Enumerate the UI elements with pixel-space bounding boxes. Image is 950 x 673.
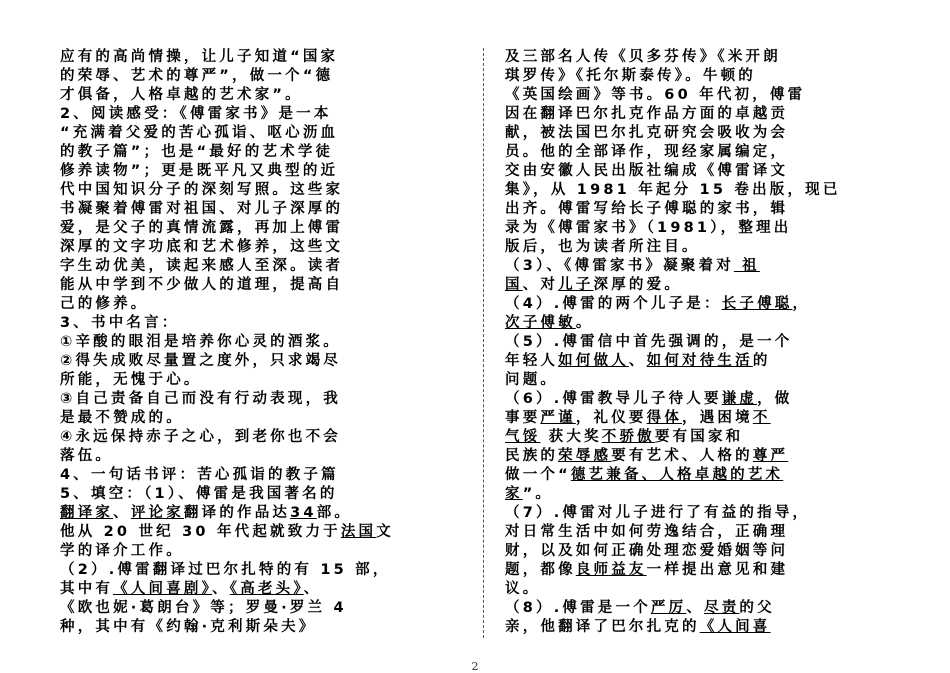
text-line xyxy=(505,371,910,390)
text-segment: 及三部名人传《贝多芬传》《米开朗 xyxy=(505,49,781,65)
underlined-answer: 祖 xyxy=(733,258,760,274)
underlined-answer: 严厉 xyxy=(650,600,687,616)
underlined-answer: 长子傅聪 xyxy=(721,296,793,312)
text-segment: 5、填空：（1）、傅雷是我国著名的 xyxy=(60,486,338,502)
page-number: 2 xyxy=(471,660,479,673)
underlined-answer: 良师益友 xyxy=(575,562,647,578)
text-segment: 修养读物”；更是既平凡又典型的近 xyxy=(60,163,339,179)
text-line xyxy=(505,143,910,162)
text-line xyxy=(505,181,910,200)
text-line xyxy=(505,466,910,485)
text-segment: 的 xyxy=(752,353,771,369)
text-line xyxy=(60,143,455,162)
text-segment: 集》，从 1981 年起分 15 卷出版，现已 xyxy=(505,182,841,198)
text-segment: 书凝聚着傅雷对祖国、对儿子深厚的 xyxy=(60,201,344,217)
text-line xyxy=(505,124,910,143)
underlined-answer: 评论家 xyxy=(130,505,184,521)
text-line xyxy=(60,162,455,181)
text-line xyxy=(505,162,910,181)
underlined-answer: 儿子 xyxy=(558,277,594,293)
text-line xyxy=(60,618,455,637)
text-segment: 做一个“ xyxy=(505,467,571,483)
text-segment: 、 xyxy=(113,505,131,521)
text-line xyxy=(60,238,455,257)
text-segment: 事要 xyxy=(505,410,541,426)
underlined-answer: 得体 xyxy=(646,410,683,426)
text-line xyxy=(505,86,910,105)
text-segment: 4、一句话书评：苦心孤诣的教子篇 xyxy=(60,467,339,483)
text-line xyxy=(60,105,455,124)
text-segment: ③自己责备自己而没有行动表现，我 xyxy=(60,391,341,407)
text-segment: 他从 20 世纪 30 年代起就致力于 xyxy=(60,524,341,540)
text-line xyxy=(60,257,455,276)
text-segment: 琪罗传》《托尔斯泰传》。牛顿的 xyxy=(505,68,756,84)
text-line xyxy=(505,48,910,67)
text-line xyxy=(505,105,910,124)
underlined-answer: 气馁 xyxy=(505,429,541,445)
text-segment: 深厚的文字功底和艺术修养，这些文 xyxy=(60,239,344,255)
text-segment: 2、阅读感受：《傅雷家书》是一本 xyxy=(60,106,332,122)
underlined-answer: 《人间喜 xyxy=(699,619,771,635)
text-segment: 的父 xyxy=(739,600,775,616)
text-segment: 年轻人 xyxy=(505,353,559,369)
text-line xyxy=(60,67,455,86)
text-segment: ，做 xyxy=(757,391,793,407)
text-segment: （3）、《傅雷家书》凝聚着对 xyxy=(505,258,734,274)
text-line xyxy=(60,504,455,523)
text-line xyxy=(60,314,455,333)
text-segment: 3、书中名言： xyxy=(60,315,180,331)
text-line xyxy=(60,181,455,200)
text-segment: 亲，他翻译了巴尔扎克的 xyxy=(505,619,700,635)
text-line xyxy=(60,86,455,105)
underlined-answer: 如何做人 xyxy=(558,353,629,369)
text-segment: （6）.傅雷教导儿子待人要 xyxy=(505,391,722,407)
text-segment: 的教子篇”；也是“最好的艺术学徒 xyxy=(60,144,334,160)
text-segment: 才俱备，人格卓越的艺术家”。 xyxy=(60,87,303,103)
text-segment: ，遇困境 xyxy=(682,410,753,426)
text-line xyxy=(505,561,910,580)
text-segment: 版后，也为读者所注目。 xyxy=(505,239,700,255)
text-segment: 代中国知识分子的深刻写照。这些家 xyxy=(60,182,344,198)
text-segment: 题，都像 xyxy=(505,562,576,578)
underlined-answer: 《人间喜剧》 xyxy=(113,581,213,597)
text-segment: ②得失成败尽量置之度外，只求竭尽 xyxy=(60,353,341,369)
underlined-answer: 翻译家 xyxy=(60,505,114,521)
text-line xyxy=(60,390,455,409)
text-line xyxy=(60,219,455,238)
text-segment: 。 xyxy=(575,315,594,331)
text-line xyxy=(60,447,455,466)
text-line xyxy=(60,409,455,428)
text-line xyxy=(60,561,455,580)
underlined-answer: 国 xyxy=(505,277,523,293)
text-segment: 、 xyxy=(212,581,230,597)
text-segment: ④永远保持赤子之心，到老你也不会 xyxy=(60,429,341,445)
underlined-answer: 德艺兼备、人格卓越的艺术 xyxy=(570,467,784,483)
text-line xyxy=(60,599,455,618)
text-segment: “充满着父爱的苦心孤诣、呕心沥血 xyxy=(60,125,339,141)
text-segment: （2）.傅雷翻译过巴尔扎特的有 15 部， xyxy=(60,562,391,578)
text-line xyxy=(505,238,910,257)
text-line xyxy=(60,352,455,371)
text-segment: 爱，是父子的真情流露，再加上傅雷 xyxy=(60,220,344,236)
text-line xyxy=(60,428,455,447)
text-line xyxy=(505,257,910,276)
text-segment: ①辛酸的眼泪是培养你心灵的酒浆。 xyxy=(60,334,341,350)
text-segment: （5）.傅雷信中首先强调的，是一个 xyxy=(505,334,793,350)
text-segment: 献，被法国巴尔扎克研究会吸收为会 xyxy=(505,125,789,141)
right-column xyxy=(505,48,910,637)
text-segment: 字生动优美，读起来感人至深。读者 xyxy=(60,258,344,274)
text-line xyxy=(505,390,910,409)
text-line xyxy=(60,200,455,219)
text-segment: 交由安徽人民出版社编成《傅雷译文 xyxy=(505,163,789,179)
underlined-answer: 谦虚 xyxy=(721,391,758,407)
text-line xyxy=(505,276,910,295)
underlined-answer: 不骄傲 xyxy=(601,429,655,445)
text-segment: 、对 xyxy=(522,277,559,293)
underlined-answer: 家 xyxy=(505,486,523,502)
text-line xyxy=(505,447,910,466)
text-segment: 能从中学到不少做人的道理，提高自 xyxy=(60,277,344,293)
text-line xyxy=(505,352,910,371)
text-line xyxy=(505,485,910,504)
text-segment: （8）.傅雷是一个 xyxy=(505,600,651,616)
underlined-answer: 尊严 xyxy=(752,448,789,464)
text-line xyxy=(60,523,455,542)
text-segment: 对日常生活中如何劳逸结合，正确理 xyxy=(505,524,789,540)
text-segment: 、 xyxy=(628,353,647,369)
text-line xyxy=(505,219,910,238)
text-segment: 应有的高尚情操，让儿子知道“国家 xyxy=(60,49,339,65)
underlined-answer: 《高老头》 xyxy=(229,581,304,597)
text-segment: 《英国绘画》等书。60 年代初，傅雷 xyxy=(505,87,806,103)
text-segment: 民族的 xyxy=(505,448,559,464)
text-segment: ”。 xyxy=(522,486,554,502)
underlined-answer: 34 xyxy=(290,505,317,521)
text-segment: 其中有 xyxy=(60,581,114,597)
text-segment: 因在翻译巴尔扎克作品方面的卓越贡 xyxy=(505,106,789,122)
text-segment: ，礼仪要 xyxy=(575,410,647,426)
text-segment: 、 xyxy=(686,600,705,616)
text-line xyxy=(60,580,455,599)
text-segment: 《欧也妮·葛朗台》等；罗曼·罗兰 4 xyxy=(60,600,347,616)
text-line xyxy=(505,599,910,618)
text-segment: 一样提出意见和建 xyxy=(646,562,789,578)
text-line xyxy=(60,295,455,314)
underlined-answer: 荣辱感 xyxy=(558,448,612,464)
text-segment: 要有国家和 xyxy=(654,429,744,445)
text-segment: 、 xyxy=(303,581,322,597)
text-line xyxy=(505,67,910,86)
text-line xyxy=(60,276,455,295)
underlined-answer: 如何对待生活 xyxy=(646,353,753,369)
text-line xyxy=(505,523,910,542)
text-line xyxy=(60,48,455,67)
text-line xyxy=(60,485,455,504)
text-segment: 翻译的作品达 xyxy=(183,505,291,521)
underlined-answer: 严谨 xyxy=(540,410,576,426)
text-line xyxy=(60,124,455,143)
text-line xyxy=(60,371,455,390)
text-line xyxy=(505,314,910,333)
text-segment: 文 xyxy=(376,524,394,540)
underlined-answer: 次子傅敏 xyxy=(505,315,576,331)
text-segment: 深厚的爱。 xyxy=(593,277,683,293)
text-segment: ， xyxy=(792,296,811,312)
text-segment: 议。 xyxy=(505,581,541,597)
left-column xyxy=(60,48,455,637)
column-divider xyxy=(483,48,484,638)
text-line xyxy=(505,409,910,428)
text-line xyxy=(505,295,910,314)
text-segment: 学的译介工作。 xyxy=(60,543,184,559)
text-segment: 落伍。 xyxy=(60,448,114,464)
text-segment: 种，其中有《约翰·克利斯朵夫》 xyxy=(60,619,317,635)
text-segment: 出齐。傅雷写给长子傅聪的家书，辑 xyxy=(505,201,789,217)
text-segment: 员。他的全部译作，现经家属编定， xyxy=(505,144,789,160)
underlined-answer: 尽责 xyxy=(704,600,740,616)
underlined-answer: 不 xyxy=(752,410,771,426)
text-line xyxy=(505,618,910,637)
text-segment: 是最不赞成的。 xyxy=(60,410,184,426)
text-segment: （4）.傅雷的两个儿子是： xyxy=(505,296,722,312)
text-segment: 问题。 xyxy=(505,372,559,388)
underlined-answer: 法国 xyxy=(340,524,377,540)
text-line xyxy=(505,200,910,219)
text-segment: 获大奖 xyxy=(540,429,602,445)
text-line xyxy=(60,466,455,485)
text-segment: 财，以及如何正确处理恋爱婚姻等问 xyxy=(505,543,789,559)
text-segment: 录为《傅雷家书》（1981），整理出 xyxy=(505,220,792,236)
text-line xyxy=(505,333,910,352)
text-line xyxy=(505,428,910,447)
text-line xyxy=(60,333,455,352)
text-line xyxy=(505,580,910,599)
text-segment: 部。 xyxy=(316,505,353,521)
text-segment: 所能，无愧于心。 xyxy=(60,372,202,388)
text-line xyxy=(505,542,910,561)
text-segment: 己的修养。 xyxy=(60,296,149,312)
text-segment: （7）.傅雷对儿子进行了有益的指导， xyxy=(505,505,811,521)
text-segment: 要有艺术、人格的 xyxy=(611,448,753,464)
text-line xyxy=(505,504,910,523)
text-line xyxy=(60,542,455,561)
text-segment: 的荣辱、艺术的尊严”，做一个“德 xyxy=(60,68,334,84)
